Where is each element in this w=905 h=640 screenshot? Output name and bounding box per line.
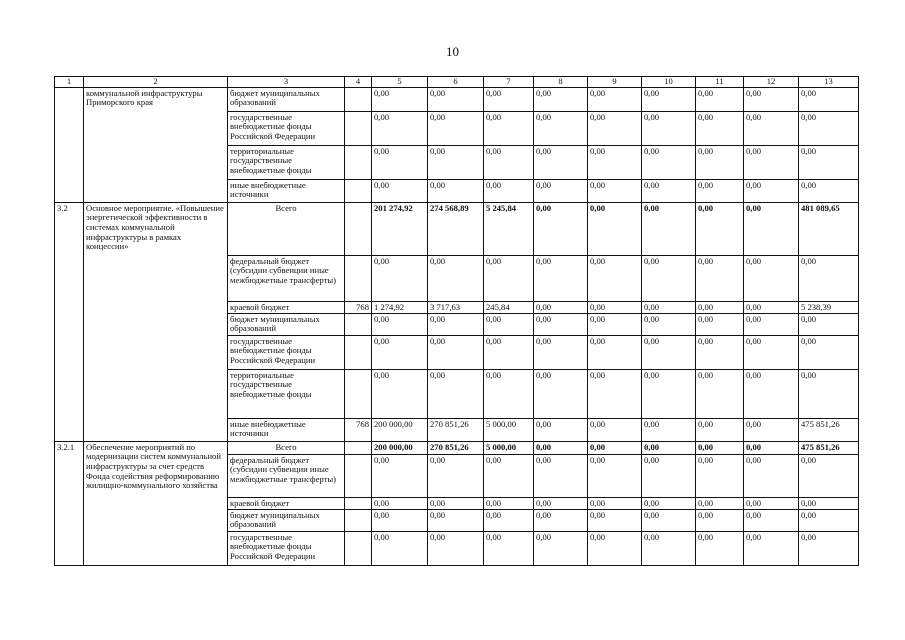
amount-cell: 0,00 xyxy=(588,441,642,454)
amount-cell: 0,00 xyxy=(696,441,744,454)
funding-source: краевой бюджет xyxy=(228,301,345,313)
amount-cell: 0,00 xyxy=(696,335,744,369)
amount-cell: 0,00 xyxy=(696,497,744,509)
amount-cell: 0,00 xyxy=(534,145,588,179)
amount-cell: 0,00 xyxy=(372,87,428,111)
amount-cell: 0,00 xyxy=(642,301,696,313)
amount-cell: 0,00 xyxy=(534,301,588,313)
grbs-code xyxy=(345,335,372,369)
amount-cell: 0,00 xyxy=(696,145,744,179)
amount-cell: 0,00 xyxy=(744,441,799,454)
amount-cell: 0,00 xyxy=(642,369,696,418)
amount-cell: 0,00 xyxy=(744,369,799,418)
funding-source: иные внебюджетные источники xyxy=(228,179,345,202)
amount-cell: 5 000,00 xyxy=(484,441,534,454)
amount-cell: 0,00 xyxy=(534,441,588,454)
grbs-code xyxy=(345,179,372,202)
table-row xyxy=(55,441,859,454)
amount-cell: 0,00 xyxy=(696,313,744,335)
amount-cell: 0,00 xyxy=(642,335,696,369)
amount-cell: 0,00 xyxy=(484,111,534,145)
amount-cell: 0,00 xyxy=(372,111,428,145)
amount-cell: 0,00 xyxy=(588,335,642,369)
funding-source: Всего xyxy=(228,202,345,255)
amount-cell: 0,00 xyxy=(534,369,588,418)
budget-table xyxy=(54,76,859,566)
amount-cell: 0,00 xyxy=(642,509,696,531)
amount-cell: 0,00 xyxy=(588,255,642,301)
funding-source: федеральный бюджет (субсидии субвенции иные межбюджетные трансферты) xyxy=(228,454,345,497)
amount-cell: 0,00 xyxy=(534,497,588,509)
amount-cell: 200 000,00 xyxy=(372,418,428,441)
amount-cell: 0,00 xyxy=(428,531,484,565)
grbs-code xyxy=(345,111,372,145)
grbs-code xyxy=(345,202,372,255)
amount-cell: 0,00 xyxy=(372,255,428,301)
amount-cell: 0,00 xyxy=(428,335,484,369)
item-name: Обеспечение мероприятий по модернизации систем коммунальной инфраструктуры за счет средств Фонда содействия реформированию жилищно-коммунального хозяйства xyxy=(84,441,228,565)
amount-cell: 0,00 xyxy=(428,145,484,179)
column-header: 11 xyxy=(696,77,744,88)
amount-cell: 0,00 xyxy=(696,87,744,111)
amount-cell: 0,00 xyxy=(696,369,744,418)
funding-source: государственные внебюджетные фонды Российской Федерации xyxy=(228,531,345,565)
grbs-code xyxy=(345,497,372,509)
amount-cell: 0,00 xyxy=(696,531,744,565)
item-code: 3.2.1 xyxy=(55,441,84,565)
amount-cell: 0,00 xyxy=(372,497,428,509)
amount-cell: 0,00 xyxy=(696,111,744,145)
amount-cell: 0,00 xyxy=(799,179,859,202)
amount-cell: 0,00 xyxy=(588,202,642,255)
amount-cell: 0,00 xyxy=(428,87,484,111)
amount-cell: 0,00 xyxy=(744,509,799,531)
amount-cell: 0,00 xyxy=(642,87,696,111)
amount-cell: 0,00 xyxy=(799,111,859,145)
amount-cell: 0,00 xyxy=(428,509,484,531)
page-number: 10 xyxy=(446,44,459,59)
column-header: 4 xyxy=(345,77,372,88)
amount-cell: 0,00 xyxy=(372,335,428,369)
funding-source: государственные внебюджетные фонды Российской Федерации xyxy=(228,111,345,145)
amount-cell: 0,00 xyxy=(588,418,642,441)
amount-cell: 0,00 xyxy=(642,531,696,565)
column-header: 12 xyxy=(744,77,799,88)
amount-cell: 481 089,65 xyxy=(799,202,859,255)
amount-cell: 0,00 xyxy=(744,255,799,301)
item-name: Основное мероприятие. «Повышение энергетической эффективности в системах коммунальной инфраструктуры в рамках концессии» xyxy=(84,202,228,441)
amount-cell: 0,00 xyxy=(588,179,642,202)
amount-cell: 0,00 xyxy=(642,454,696,497)
amount-cell: 0,00 xyxy=(642,255,696,301)
funding-source: территориальные государственные внебюджетные фонды xyxy=(228,145,345,179)
amount-cell: 0,00 xyxy=(744,202,799,255)
amount-cell: 274 568,89 xyxy=(428,202,484,255)
amount-cell: 0,00 xyxy=(744,111,799,145)
funding-source: государственные внебюджетные фонды Российской Федерации xyxy=(228,335,345,369)
amount-cell: 0,00 xyxy=(484,179,534,202)
grbs-code: 768 xyxy=(345,301,372,313)
amount-cell: 0,00 xyxy=(484,313,534,335)
column-header: 8 xyxy=(534,77,588,88)
amount-cell: 0,00 xyxy=(696,301,744,313)
amount-cell: 3 717,63 xyxy=(428,301,484,313)
column-header: 7 xyxy=(484,77,534,88)
amount-cell: 0,00 xyxy=(484,531,534,565)
amount-cell: 0,00 xyxy=(696,179,744,202)
amount-cell: 0,00 xyxy=(588,531,642,565)
amount-cell: 0,00 xyxy=(588,313,642,335)
amount-cell: 0,00 xyxy=(484,87,534,111)
column-header: 3 xyxy=(228,77,345,88)
amount-cell: 0,00 xyxy=(484,145,534,179)
amount-cell: 0,00 xyxy=(428,255,484,301)
amount-cell: 0,00 xyxy=(534,531,588,565)
grbs-code xyxy=(345,313,372,335)
amount-cell: 0,00 xyxy=(696,255,744,301)
amount-cell: 0,00 xyxy=(799,145,859,179)
amount-cell: 0,00 xyxy=(696,454,744,497)
amount-cell: 0,00 xyxy=(696,202,744,255)
amount-cell: 0,00 xyxy=(534,509,588,531)
amount-cell: 0,00 xyxy=(372,179,428,202)
amount-cell: 0,00 xyxy=(484,369,534,418)
amount-cell: 0,00 xyxy=(642,497,696,509)
amount-cell: 200 000,00 xyxy=(372,441,428,454)
funding-source: федеральный бюджет (субсидии субвенции иные межбюджетные трансферты) xyxy=(228,255,345,301)
amount-cell: 245,84 xyxy=(484,301,534,313)
amount-cell: 0,00 xyxy=(534,111,588,145)
amount-cell: 0,00 xyxy=(744,418,799,441)
column-header: 13 xyxy=(799,77,859,88)
amount-cell: 0,00 xyxy=(799,255,859,301)
amount-cell: 0,00 xyxy=(696,418,744,441)
amount-cell: 0,00 xyxy=(744,454,799,497)
amount-cell: 0,00 xyxy=(372,369,428,418)
amount-cell: 0,00 xyxy=(799,531,859,565)
funding-source: бюджет муниципальных образований xyxy=(228,313,345,335)
amount-cell: 1 274,92 xyxy=(372,301,428,313)
grbs-code xyxy=(345,531,372,565)
grbs-code xyxy=(345,87,372,111)
item-name: коммунальной инфраструктуры Приморского края xyxy=(84,87,228,202)
column-header: 9 xyxy=(588,77,642,88)
funding-source: иные внебюджетные источники xyxy=(228,418,345,441)
amount-cell: 0,00 xyxy=(744,313,799,335)
column-header: 10 xyxy=(642,77,696,88)
amount-cell: 0,00 xyxy=(428,179,484,202)
funding-source: территориальные государственные внебюджетные фонды xyxy=(228,369,345,418)
grbs-code xyxy=(345,454,372,497)
amount-cell: 0,00 xyxy=(484,335,534,369)
amount-cell: 5 238,39 xyxy=(799,301,859,313)
header-row xyxy=(55,77,859,88)
table-body xyxy=(55,87,859,565)
amount-cell: 0,00 xyxy=(428,369,484,418)
amount-cell: 0,00 xyxy=(799,497,859,509)
amount-cell: 475 851,26 xyxy=(799,418,859,441)
amount-cell: 0,00 xyxy=(428,313,484,335)
amount-cell: 0,00 xyxy=(642,313,696,335)
amount-cell: 0,00 xyxy=(588,111,642,145)
amount-cell: 0,00 xyxy=(588,497,642,509)
funding-source: бюджет муниципальных образований xyxy=(228,87,345,111)
grbs-code: 768 xyxy=(345,418,372,441)
amount-cell: 0,00 xyxy=(744,301,799,313)
grbs-code xyxy=(345,441,372,454)
amount-cell: 0,00 xyxy=(484,497,534,509)
amount-cell: 0,00 xyxy=(744,179,799,202)
amount-cell: 0,00 xyxy=(484,509,534,531)
amount-cell: 0,00 xyxy=(372,145,428,179)
amount-cell: 0,00 xyxy=(588,87,642,111)
amount-cell: 0,00 xyxy=(428,111,484,145)
amount-cell: 0,00 xyxy=(372,531,428,565)
amount-cell: 0,00 xyxy=(744,497,799,509)
amount-cell: 0,00 xyxy=(372,313,428,335)
amount-cell: 0,00 xyxy=(484,255,534,301)
amount-cell: 0,00 xyxy=(588,369,642,418)
amount-cell: 0,00 xyxy=(799,335,859,369)
funding-source: Всего xyxy=(228,441,345,454)
amount-cell: 0,00 xyxy=(588,509,642,531)
funding-source: краевой бюджет xyxy=(228,497,345,509)
amount-cell: 0,00 xyxy=(744,335,799,369)
amount-cell: 0,00 xyxy=(642,418,696,441)
table-row xyxy=(55,202,859,255)
amount-cell: 475 851,26 xyxy=(799,441,859,454)
amount-cell: 0,00 xyxy=(534,179,588,202)
amount-cell: 0,00 xyxy=(799,87,859,111)
grbs-code xyxy=(345,369,372,418)
amount-cell: 0,00 xyxy=(534,335,588,369)
amount-cell: 0,00 xyxy=(799,313,859,335)
amount-cell: 0,00 xyxy=(642,145,696,179)
grbs-code xyxy=(345,509,372,531)
column-header: 1 xyxy=(55,77,84,88)
column-header: 6 xyxy=(428,77,484,88)
amount-cell: 0,00 xyxy=(642,202,696,255)
amount-cell: 0,00 xyxy=(799,509,859,531)
grbs-code xyxy=(345,255,372,301)
amount-cell: 0,00 xyxy=(588,301,642,313)
amount-cell: 0,00 xyxy=(372,509,428,531)
amount-cell: 0,00 xyxy=(428,454,484,497)
amount-cell: 0,00 xyxy=(484,454,534,497)
amount-cell: 0,00 xyxy=(534,454,588,497)
grbs-code xyxy=(345,145,372,179)
table-row xyxy=(55,87,859,111)
funding-source: бюджет муниципальных образований xyxy=(228,509,345,531)
amount-cell: 201 274,92 xyxy=(372,202,428,255)
amount-cell: 0,00 xyxy=(534,418,588,441)
column-header: 2 xyxy=(84,77,228,88)
amount-cell: 270 851,26 xyxy=(428,418,484,441)
amount-cell: 0,00 xyxy=(642,441,696,454)
amount-cell: 0,00 xyxy=(534,255,588,301)
item-code xyxy=(55,87,84,202)
amount-cell: 0,00 xyxy=(744,145,799,179)
amount-cell: 0,00 xyxy=(799,369,859,418)
amount-cell: 270 851,26 xyxy=(428,441,484,454)
amount-cell: 0,00 xyxy=(642,111,696,145)
amount-cell: 0,00 xyxy=(372,454,428,497)
amount-cell: 0,00 xyxy=(799,454,859,497)
amount-cell: 0,00 xyxy=(588,454,642,497)
amount-cell: 0,00 xyxy=(744,87,799,111)
amount-cell: 0,00 xyxy=(744,531,799,565)
amount-cell: 0,00 xyxy=(642,179,696,202)
amount-cell: 0,00 xyxy=(428,497,484,509)
amount-cell: 0,00 xyxy=(534,313,588,335)
amount-cell: 0,00 xyxy=(696,509,744,531)
amount-cell: 5 245,84 xyxy=(484,202,534,255)
amount-cell: 0,00 xyxy=(534,202,588,255)
amount-cell: 5 000,00 xyxy=(484,418,534,441)
item-code: 3.2 xyxy=(55,202,84,441)
amount-cell: 0,00 xyxy=(588,145,642,179)
column-header: 5 xyxy=(372,77,428,88)
amount-cell: 0,00 xyxy=(534,87,588,111)
